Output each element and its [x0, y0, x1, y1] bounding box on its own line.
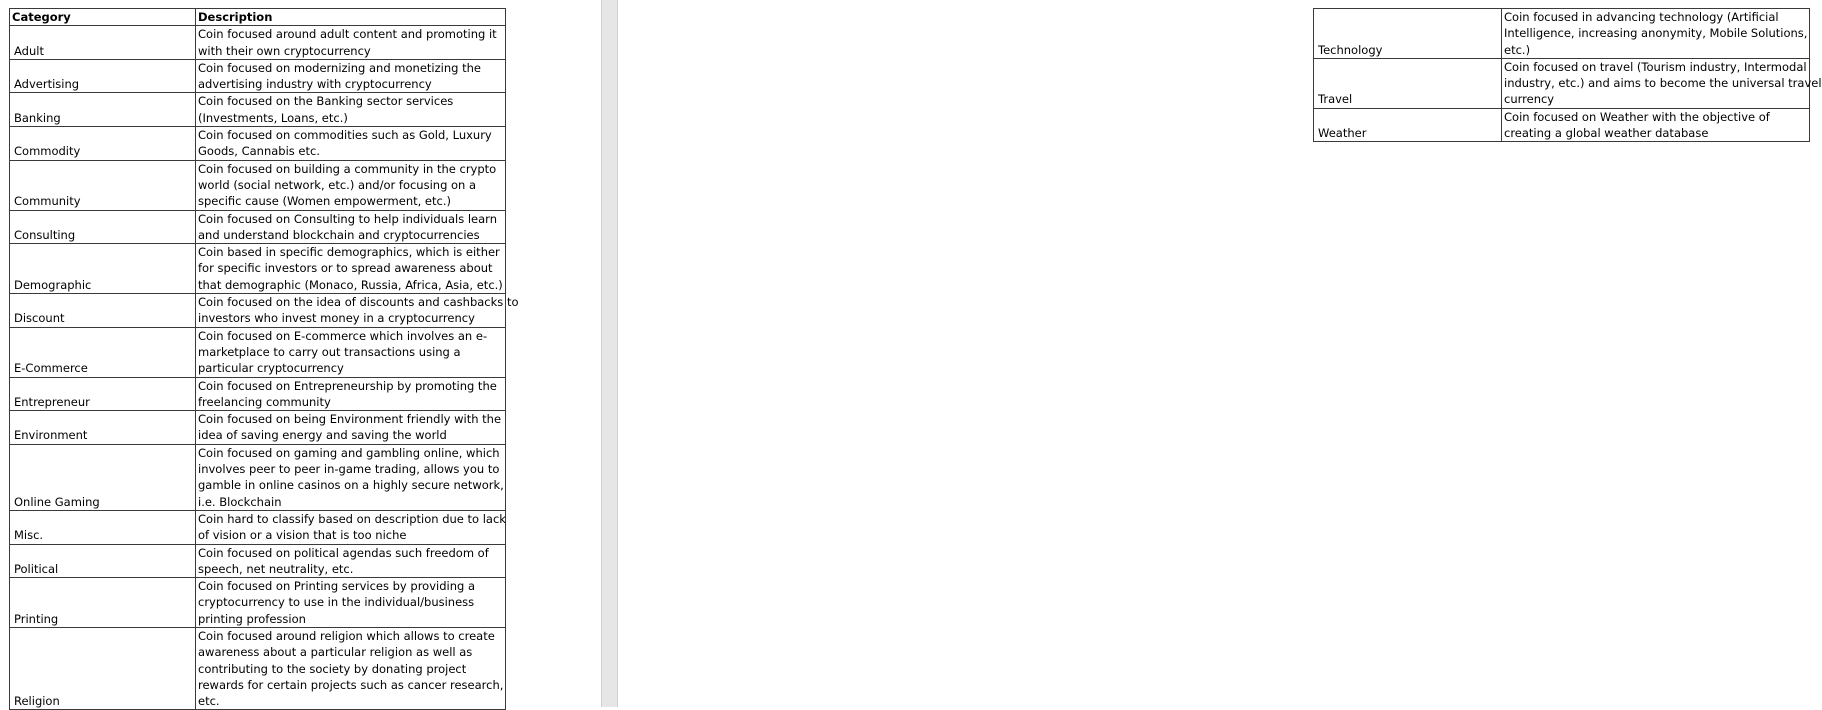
- description-line: particular cryptocurrency: [198, 361, 344, 376]
- category-cell: Discount: [10, 294, 196, 328]
- description-cell: [196, 59, 506, 93]
- table-body-left: [10, 26, 519, 710]
- description-line: Coin focused on commodities such as Gold, Luxury: [198, 128, 492, 143]
- description-line: Coin focused around religion which allows to create: [198, 628, 495, 643]
- description-cell: [196, 327, 506, 377]
- description-line: Coin hard to classify based on description due to lack: [198, 511, 506, 526]
- description-line: specific cause (Women empowerment, etc.): [198, 194, 451, 209]
- description-cell: [196, 294, 519, 328]
- description-line: gamble in online casinos on a highly secure network,: [198, 478, 504, 493]
- description-cell: [1502, 108, 1810, 142]
- description-line: industry, etc.) and aims to become the universal travel: [1504, 76, 1822, 91]
- category-cell: Travel: [1314, 58, 1502, 108]
- description-line: Coin focused on Printing services by providing a: [198, 579, 475, 594]
- table-row: [10, 210, 506, 244]
- description-line: printing profession: [198, 611, 306, 626]
- page-separator: [601, 0, 618, 707]
- description-line: Coin focused on Weather with the objective of: [1504, 109, 1770, 124]
- description-line: Goods, Cannabis etc.: [198, 144, 320, 159]
- description-cell: [196, 411, 506, 445]
- table-row: [10, 411, 506, 445]
- description-line: involves peer to peer in-game trading, allows you to: [198, 462, 500, 477]
- description-line: Coin focused on Consulting to help individuals learn: [198, 211, 497, 226]
- table-row: [10, 127, 506, 161]
- category-cell: Printing: [10, 578, 196, 628]
- category-cell: Commodity: [10, 127, 196, 161]
- description-cell: [196, 510, 506, 544]
- description-line: Coin focused on building a community in the crypto: [198, 161, 497, 176]
- description-line: currency: [1504, 92, 1555, 107]
- description-cell: [196, 578, 506, 628]
- category-cell: Religion: [10, 627, 196, 709]
- description-line: Coin focused on E-commerce which involves an e-: [198, 328, 488, 343]
- table-row: [1314, 108, 1810, 142]
- description-line: marketplace to carry out transactions using a: [198, 344, 461, 359]
- category-cell: Weather: [1314, 108, 1502, 142]
- table-row: [10, 578, 506, 628]
- category-table-right: [1313, 8, 1822, 142]
- description-line: creating a global weather database: [1504, 126, 1709, 141]
- category-cell: Online Gaming: [10, 444, 196, 510]
- description-line: Coin focused on the Banking sector services: [198, 94, 454, 109]
- description-cell: [196, 160, 506, 210]
- table-row: [10, 327, 506, 377]
- category-cell: E-Commerce: [10, 327, 196, 377]
- description-line: i.e. Blockchain: [198, 494, 282, 509]
- category-cell: Advertising: [10, 59, 196, 93]
- description-line: Coin focused on the idea of discounts and cashbacks to: [198, 295, 519, 310]
- description-line: Coin based in specific demographics, which is either: [198, 245, 500, 260]
- description-line: with their own cryptocurrency: [198, 43, 371, 58]
- description-line: Coin focused around adult content and promoting it: [198, 27, 497, 42]
- document-page-right: [618, 0, 1822, 707]
- table-row: [10, 59, 506, 93]
- category-cell: Consulting: [10, 210, 196, 244]
- description-line: Coin focused on Entrepreneurship by promoting the: [198, 378, 497, 393]
- description-line: Coin focused on gaming and gambling online, which: [198, 445, 500, 460]
- table-row: [10, 294, 506, 328]
- description-line: idea of saving energy and saving the world: [198, 428, 447, 443]
- header-description: Description: [196, 9, 506, 26]
- description-line: Coin focused on being Environment friendly with the: [198, 412, 502, 427]
- description-line: rewards for certain projects such as cancer research,: [198, 677, 504, 692]
- category-cell: Community: [10, 160, 196, 210]
- description-line: contributing to the society by donating project: [198, 661, 467, 676]
- description-line: and understand blockchain and cryptocurrencies: [198, 227, 480, 242]
- table-row: [1314, 9, 1810, 59]
- description-line: for specific investors or to spread awareness about: [198, 261, 493, 276]
- table-row: [10, 26, 506, 60]
- description-line: world (social network, etc.) and/or focusing on a: [198, 177, 477, 192]
- description-line: cryptocurrency to use in the individual/business: [198, 595, 475, 610]
- header-category: Category: [10, 9, 196, 26]
- category-cell: Demographic: [10, 244, 196, 294]
- description-line: Intelligence, increasing anonymity, Mobile Solutions,: [1504, 26, 1808, 41]
- description-cell: [196, 544, 506, 578]
- category-cell: Environment: [10, 411, 196, 445]
- table-body-right: [1314, 9, 1822, 142]
- description-line: etc.): [1504, 42, 1531, 57]
- description-cell: [196, 627, 506, 709]
- category-cell: Political: [10, 544, 196, 578]
- description-cell: [196, 244, 506, 294]
- description-cell: [1502, 9, 1810, 59]
- description-cell: [196, 127, 506, 161]
- table-row: [1314, 58, 1810, 108]
- description-cell: [196, 377, 506, 411]
- description-cell: [196, 210, 506, 244]
- description-cell: [196, 444, 506, 510]
- description-line: Coin focused on political agendas such freedom of: [198, 545, 489, 560]
- table-row: [10, 627, 506, 709]
- description-line: freelancing community: [198, 394, 331, 409]
- description-cell: [1502, 58, 1822, 108]
- description-line: Coin focused in advancing technology (Artificial: [1504, 10, 1779, 24]
- description-line: that demographic (Monaco, Russia, Africa, Asia, etc.): [198, 277, 503, 292]
- table-row: [10, 377, 506, 411]
- description-line: investors who invest money in a cryptocurrency: [198, 311, 475, 326]
- description-line: Coin focused on modernizing and monetizing the: [198, 60, 481, 75]
- category-cell: Misc.: [10, 510, 196, 544]
- category-cell: Technology: [1314, 9, 1502, 59]
- table-row: [10, 444, 506, 510]
- table-row: [10, 160, 506, 210]
- category-cell: Entrepreneur: [10, 377, 196, 411]
- category-table-left: [9, 8, 519, 710]
- description-line: etc.: [198, 694, 220, 709]
- description-line: awareness about a particular religion as well as: [198, 645, 473, 660]
- description-cell: [196, 26, 506, 60]
- description-cell: [196, 93, 506, 127]
- description-line: (Investments, Loans, etc.): [198, 110, 348, 125]
- table-row: [10, 93, 506, 127]
- description-line: Coin focused on travel (Tourism industry, Intermodal: [1504, 59, 1807, 74]
- description-line: advertising industry with cryptocurrency: [198, 77, 432, 92]
- description-line: speech, net neutrality, etc.: [198, 561, 354, 576]
- document-page-left: [0, 0, 601, 707]
- category-cell: Adult: [10, 26, 196, 60]
- table-row: [10, 244, 506, 294]
- table-row: [10, 544, 506, 578]
- table-header-row: [10, 9, 506, 26]
- category-cell: Banking: [10, 93, 196, 127]
- description-line: of vision or a vision that is too niche: [198, 528, 407, 543]
- table-row: [10, 510, 506, 544]
